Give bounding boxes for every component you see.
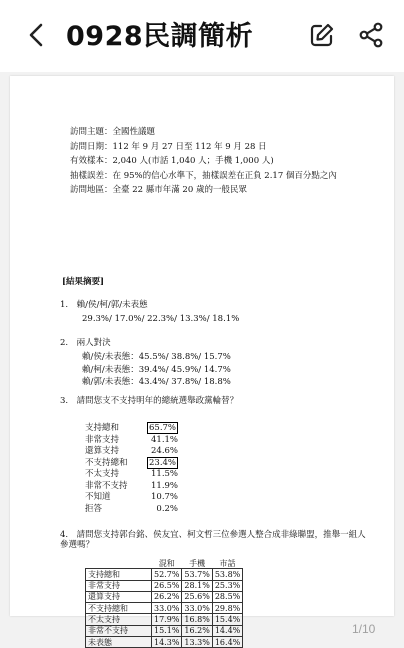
header-blank <box>86 558 152 569</box>
row-label: 拒答 <box>85 504 103 515</box>
cell-value: 26.5% <box>152 580 182 591</box>
cell-value: 28.5% <box>212 591 242 602</box>
row-label: 支持總和 <box>86 569 152 580</box>
table-header-row <box>86 558 243 569</box>
question-1-values: 29.3%/ 17.0%/ 22.3%/ 13.3%/ 18.1% <box>82 314 240 324</box>
row-label: 不支持總和 <box>86 603 152 614</box>
cell-value: 15.1% <box>152 625 182 636</box>
cell-value: 26.2% <box>152 591 182 602</box>
question-3-title: 3. 請問您支不支持明年的總統選舉政黨輪替？ <box>60 396 239 406</box>
value-text: 11.5% <box>151 469 179 480</box>
cell-value: 14.3% <box>152 637 182 648</box>
cell-value: 52.7% <box>152 569 182 580</box>
row-value <box>147 423 178 435</box>
question-1-title: 1. 賴/侯/柯/郭/未表態 <box>60 300 148 310</box>
row-label: 支持總和 <box>85 422 120 433</box>
cell-value: 16.4% <box>212 637 242 648</box>
row-label: 不太支持 <box>86 614 152 625</box>
edit-icon[interactable] <box>307 20 337 50</box>
question-4-title: 4. 請問您支持郭台銘、侯友宜、柯文哲三位參選人整合成非綠聯盟，推舉一組人參選嗎？ <box>60 530 366 550</box>
share-icon[interactable] <box>356 20 386 50</box>
row-value <box>147 504 178 516</box>
table-row <box>86 603 243 614</box>
cell-value: 53.7% <box>182 569 212 580</box>
cell-value: 16.2% <box>182 625 212 636</box>
cell-value: 13.3% <box>182 637 212 648</box>
value-text: 65.7% <box>149 422 177 433</box>
meta-topic: 訪問主題：全國性議題 <box>70 127 156 137</box>
table-row <box>85 469 178 481</box>
row-value <box>147 481 178 493</box>
cell-value: 14.4% <box>212 625 242 636</box>
cell-value: 33.0% <box>152 603 182 614</box>
row-label: 不太支持 <box>85 469 120 480</box>
column-header: 手機 <box>182 558 212 569</box>
question-2 <box>60 339 231 391</box>
row-value <box>147 469 178 481</box>
row-label: 還算支持 <box>85 446 120 457</box>
cell-value: 28.1% <box>182 580 212 591</box>
question-2-row: 賴/郭/未表態：43.4%/ 37.8%/ 18.8% <box>82 377 231 387</box>
question-4-table <box>85 558 243 648</box>
row-label: 非常支持 <box>86 580 152 591</box>
value-text: 10.7% <box>151 492 179 503</box>
column-header: 市話 <box>212 558 242 569</box>
table-row <box>86 591 243 602</box>
row-label: 未表態 <box>86 637 152 648</box>
row-label: 非常不支持 <box>86 625 152 636</box>
value-text: 41.1% <box>151 434 179 445</box>
page-indicator: 1/10 <box>352 622 376 636</box>
cell-value: 17.9% <box>152 614 182 625</box>
row-value <box>147 435 178 447</box>
table-row <box>86 614 243 625</box>
row-value <box>147 493 178 505</box>
question-3 <box>60 397 238 417</box>
question-2-row: 賴/侯/未表態：45.5%/ 38.8%/ 15.7% <box>82 352 231 362</box>
cell-value: 33.0% <box>182 603 212 614</box>
row-label: 還算支持 <box>86 591 152 602</box>
cell-value: 29.8% <box>212 603 242 614</box>
table-row <box>85 423 178 435</box>
column-header: 混和 <box>152 558 182 569</box>
question-3-table <box>85 423 178 516</box>
table-row <box>85 493 178 505</box>
value-text: 24.6% <box>151 446 179 457</box>
cell-value: 16.8% <box>182 614 212 625</box>
table-row <box>86 580 243 591</box>
summary-heading: [結果摘要] <box>62 277 105 287</box>
question-1 <box>60 301 239 325</box>
meta-region: 訪問地區：全臺 22 縣市年滿 20 歲的一般民眾 <box>70 185 247 195</box>
table-row <box>86 625 243 636</box>
meta-error: 抽樣誤差：在 95%的信心水準下，抽樣誤差在正負 2.17 個百分點之內 <box>70 170 337 181</box>
table-row <box>86 569 243 580</box>
row-value <box>147 458 178 470</box>
table-row <box>85 481 178 493</box>
document-title: 0928民調簡析 <box>66 21 254 52</box>
cell-value: 25.6% <box>182 591 212 602</box>
table-row <box>85 458 178 470</box>
top-app-bar <box>0 0 404 72</box>
back-arrow-icon[interactable] <box>22 20 52 50</box>
question-2-row: 賴/柯/未表態：39.4%/ 45.9%/ 14.7% <box>82 364 231 375</box>
row-label: 不支持總和 <box>85 457 128 468</box>
cell-value: 53.8% <box>212 569 242 580</box>
question-2-title: 2. 兩人對決 <box>60 338 111 348</box>
cell-value: 15.4% <box>212 614 242 625</box>
row-label: 非常不支持 <box>85 480 128 491</box>
value-text: 23.4% <box>149 457 177 468</box>
row-label: 非常支持 <box>85 434 120 445</box>
meta-sample: 有效樣本：2,040 人(市話 1,040 人；手機 1,000 人) <box>70 156 274 166</box>
meta-date: 訪問日期：112 年 9 月 27 日至 112 年 9 月 28 日 <box>70 141 267 152</box>
table-row <box>86 637 243 648</box>
value-text: 11.9% <box>151 480 179 491</box>
cell-value: 25.3% <box>212 580 242 591</box>
row-label: 不知道 <box>85 492 111 503</box>
survey-meta <box>70 128 337 201</box>
table-row <box>85 504 178 516</box>
value-text: 0.2% <box>156 504 179 515</box>
table-row <box>85 435 178 447</box>
